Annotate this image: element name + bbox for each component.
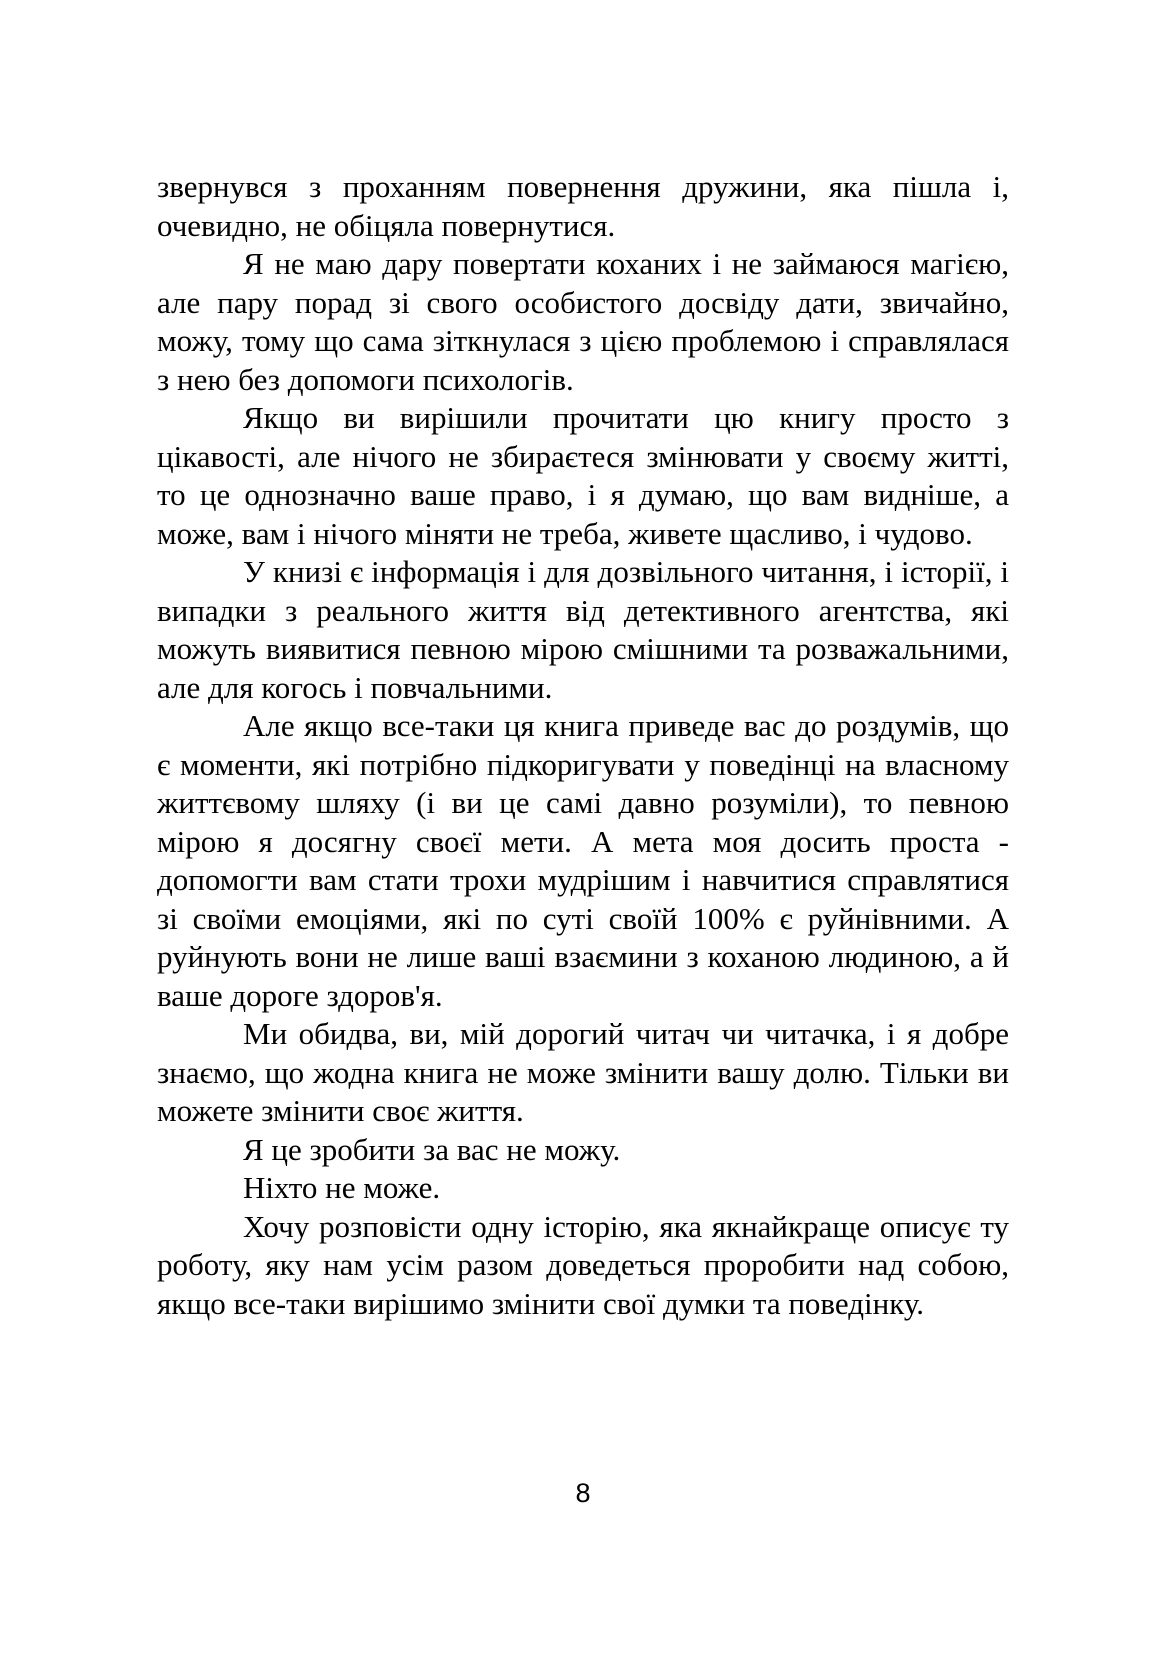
paragraph: Ніхто не може. — [243, 1170, 441, 1205]
paragraph: Я це зробити за вас не можу. — [243, 1131, 621, 1167]
paragraph: Якщо ви вирішили прочитати цю книгу просто з цікавості, але нічого не збираєтеся змінювати у своєму житті, то це однозначно ваше право, і я думаю, що вам видніше, а може, вам і нічого міняти не треба, живете щасливо, і чудово. — [157, 400, 1009, 551]
paragraph: Ми обидва, ви, мій дорогий читач чи читачка, і я добре знаємо, що жодна книга не може змінити вашу долю. Тільки ви можете змінити своє життя. — [157, 1016, 1009, 1128]
paragraph: Хочу розповісти одну історію, яка якнайкраще описує ту роботу, яку нам усім разом доведеться проробити над собою, якщо все-таки вирішимо змінити свої думки та поведінку. — [157, 1208, 1009, 1321]
paragraph: Але якщо все-таки ця книга приведе вас до роздумів, що є моменти, які потрібно підкоригувати у поведінці на власному життєвому шляху (і ви це самі давно розуміли), то певною мірою я досягну своєї мети. А мета моя досить проста - допомогти вам стати трохи мудрішим і навчитися справлятися зі своїми емоціями, які по суті своїй 100% є руйнівними. А руйнують вони не лише ваші взаємини з коханою людиною, а й ваше дороге здоров'я. — [157, 708, 1009, 1013]
page-number: 8 — [575, 1478, 591, 1508]
paragraph: Я не маю дару повертати коханих і не займаюся магією, але пару порад зі свого особистого досвіду дати, звичайно, можу, тому що сама зіткнулася з цією проблемою і справлялася з нею без допомоги психологів. — [157, 246, 1009, 397]
paragraph-continuation: звернувся з проханням повернення дружини, яка пішла і, очевидно, не обіцяла повернутися. — [157, 169, 1009, 243]
paragraph: У книзі є інформація і для дозвільного читання, і історії, і випадки з реального життя від детективного агентства, які можуть виявитися певною мірою смішними та розважальними, але для когось і повчальними. — [157, 554, 1009, 705]
page-body — [157, 168, 1009, 1323]
